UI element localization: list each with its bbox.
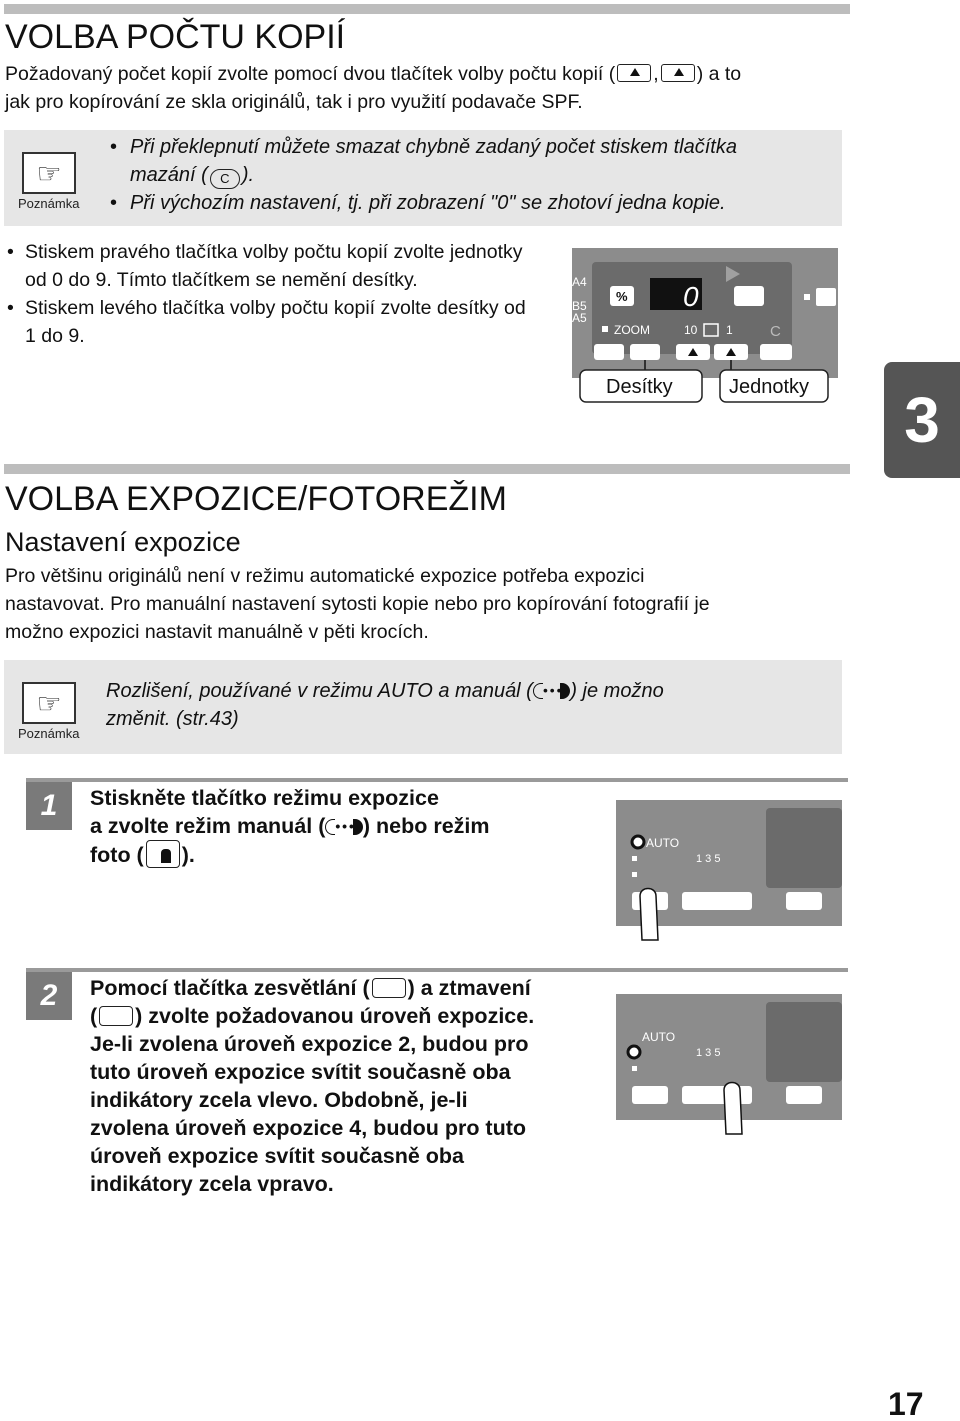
svg-text:10: 10 <box>684 323 698 337</box>
section-title-copies: VOLBA POČTU KOPIÍ <box>5 18 346 56</box>
exposure-panel <box>616 994 842 1144</box>
exposure-panel <box>616 800 842 952</box>
step-rule <box>26 778 848 782</box>
step-number: 2 <box>26 972 72 1020</box>
darker-key-icon <box>99 1006 133 1026</box>
subtitle-exposure: Nastavení expozice <box>5 527 241 557</box>
pointing-hand-icon: ☞ <box>22 152 76 194</box>
step-text: Pomocí tlačítka zesvětlání ( ) a ztmavení ( ) zvolte požadovanou úroveň expozice. Je-li zvolena úroveň expozice 2, budou pro tuto úroveň expozice svítit současně oba indikátory zcela vlevo. Obdobně, je-li zvolena úroveň expozice 4, budou pro tuto úroveň expozice svítit současně oba indikátory zcela vpravo. <box>90 976 535 1196</box>
exposure-paragraph: Pro většinu originálů není v režimu automatické expozice potřeba expozici nastavovat. Pro manuální nastavení sytosti kopie nebo pro kopírování fotografií je možno expozici nastavit manuálně v pěti krocích. <box>5 565 710 643</box>
finger-press-icon <box>724 1083 742 1135</box>
chapter-tab: 3 <box>884 362 960 478</box>
bullet-units: • Stiskem pravého tlačítka volby počtu kopií zvolte jednotky od 0 do 9. Tímto tlačítkem se nemění desítky. <box>5 238 535 294</box>
note-label: Poznámka <box>18 726 80 741</box>
exposure-mode-key <box>632 1086 668 1104</box>
paper-label: B5 <box>572 299 587 313</box>
svg-text:Desítky: Desítky <box>606 376 673 398</box>
output-key <box>786 1086 822 1104</box>
photo-mode-icon <box>146 840 180 868</box>
copy-up-key-icon <box>661 64 695 82</box>
tray-key-icon <box>734 286 764 306</box>
step-number: 1 <box>26 782 72 830</box>
bullet-tens: • Stiskem levého tlačítka volby počtu kopií zvolte desítky od 1 do 9. <box>5 294 535 350</box>
clear-key <box>760 344 792 360</box>
svg-text:C: C <box>770 323 781 340</box>
clear-key-icon: C <box>210 169 240 189</box>
step-rule <box>26 968 848 972</box>
svg-text:0: 0 <box>683 281 699 312</box>
copy-count-panel <box>570 248 840 408</box>
step-text: Stiskněte tlačítko režimu expozice a zvolte režim manuál ( • • • ) nebo režim foto ( ). <box>90 786 490 867</box>
paper-label: A4 <box>572 275 587 289</box>
zoom-up-key <box>630 344 660 360</box>
note-bullet: • Při výchozím nastavení, tj. při zobrazení "0" se zhotoví jedna kopie. <box>106 189 737 217</box>
paper-label: A5 <box>572 311 587 325</box>
zoom-down-key <box>594 344 624 360</box>
svg-text:1: 1 <box>726 323 733 337</box>
svg-text:1 3 5: 1 3 5 <box>696 853 721 865</box>
output-key <box>786 892 822 910</box>
note-text <box>106 133 737 217</box>
section-rule <box>4 4 850 14</box>
intro-paragraph: Požadovaný počet kopií zvolte pomocí dvou tlačítek volby počtu kopií ( , ) a to jak pro kopírování ze skla originálů, tak i pro využití podavače SPF. <box>5 63 742 113</box>
svg-text:AUTO: AUTO <box>646 836 680 850</box>
computer-icon <box>816 288 836 306</box>
page-number: 17 <box>888 1386 924 1421</box>
note-box <box>4 130 842 226</box>
lighter-key-icon <box>372 978 406 998</box>
manual-mode-icon: • • • <box>533 680 570 702</box>
copy-bullets <box>5 238 535 350</box>
finger-press-icon <box>640 889 658 941</box>
svg-text:%: % <box>616 289 628 304</box>
svg-text:Jednotky: Jednotky <box>729 376 810 398</box>
pointing-hand-icon: ☞ <box>22 682 76 724</box>
light-dark-keys <box>682 1086 752 1104</box>
note-bullet: • Při překlepnutí můžete smazat chybně zadaný počet stiskem tlačítka mazání ( C ). <box>106 133 737 189</box>
svg-text:1 3 5: 1 3 5 <box>696 1047 721 1059</box>
manual-mode-icon: • • • <box>325 814 362 838</box>
svg-text:AUTO: AUTO <box>642 1030 676 1044</box>
light-dark-keys <box>682 892 752 910</box>
note-label: Poznámka <box>18 196 80 211</box>
zoom-label: ZOOM <box>614 323 650 337</box>
note-box <box>4 660 842 754</box>
note-text: Rozlišení, používané v režimu AUTO a manuál ( • • • ) je možno změnit. (str.43) <box>106 680 664 730</box>
section-rule <box>4 464 850 474</box>
copy-up-key-icon <box>617 64 651 82</box>
section-title-exposure: VOLBA EXPOZICE/FOTOREŽIM <box>5 480 507 518</box>
